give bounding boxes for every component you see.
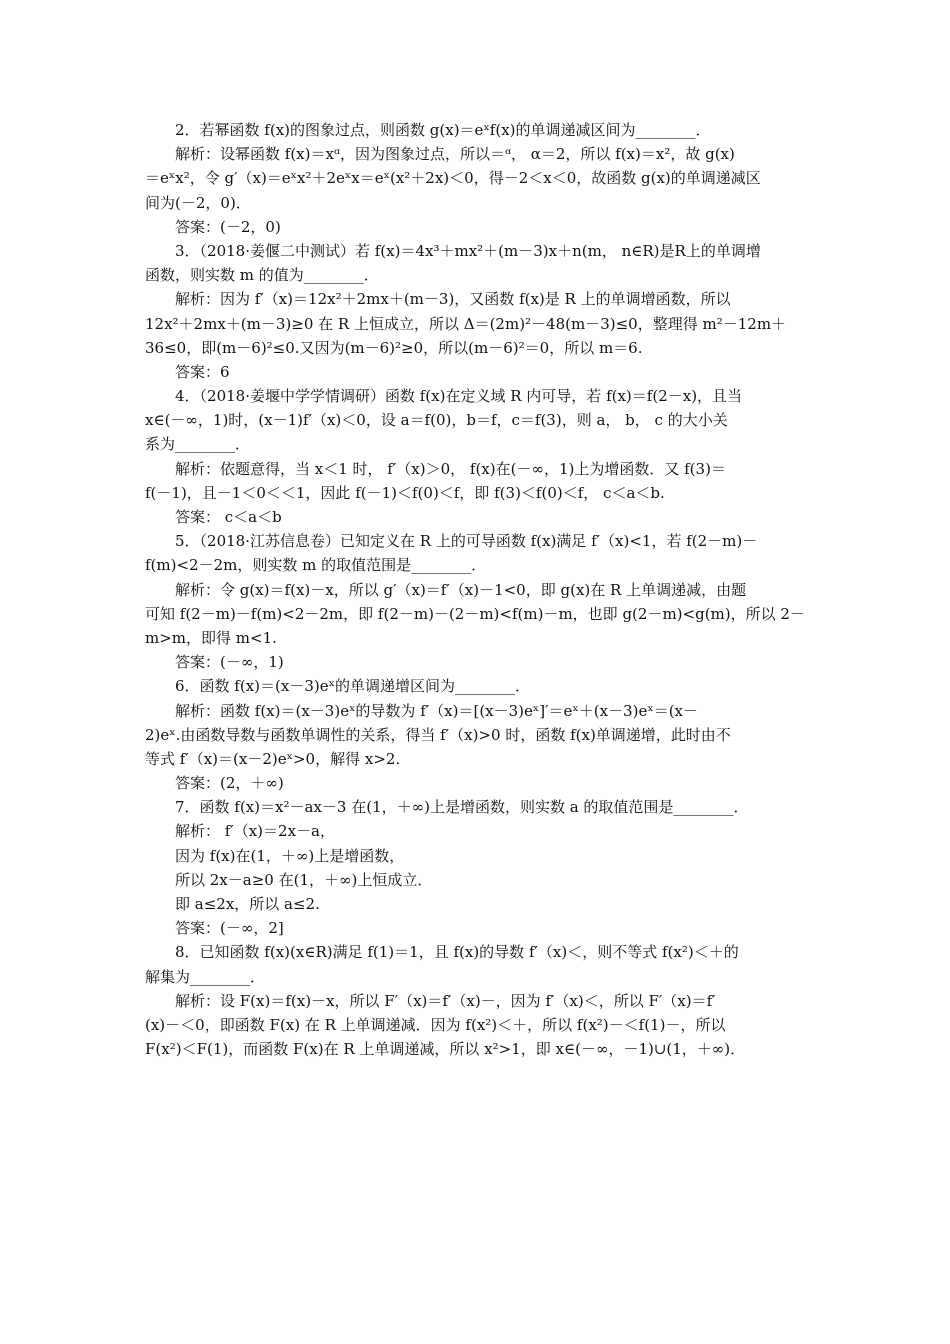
text-line: 解析：令 g(x)＝f(x)－x，所以 g′（x)＝f′（x)－1<0，即 g(x)在 R 上单调递减，由题	[175, 580, 747, 599]
text-line: 6．函数 f(x)＝(x－3)eˣ的单调递增区间为________．	[175, 677, 530, 696]
text-line: 36≤0，即(m－6)²≤0.又因为(m－6)²≥0，所以(m－6)²＝0，所以 m＝6.	[145, 338, 643, 357]
text-line: (x)－＜0，即函数 F(x) 在 R 上单调递减．因为 f(x²)＜＋，所以 f(x²)－＜f(1)－，所以	[145, 1015, 726, 1034]
text-line: 2．若幂函数 f(x)的图象过点，则函数 g(x)＝eˣf(x)的单调递减区间为________．	[175, 121, 711, 139]
text-line: 4．（2018·姜堰中学学情调研）函数 f(x)在定义域 R 内可导，若 f(x)＝f(2－x)，且当	[175, 387, 743, 406]
text-line: 5．（2018·江苏信息卷）已知定义在 R 上的可导函数 f(x)满足 f′（x)<1，若 f(2－m)－	[175, 532, 758, 551]
text-line: 解析：因为 f′（x)＝12x²＋2mx＋(m－3)，又函数 f(x)是 R 上的单调增函数，所以	[175, 290, 731, 309]
text-line: 所以 2x－a≥0 在(1，＋∞)上恒成立．	[175, 870, 433, 889]
text-line: F(x²)＜F(1)，而函数 F(x)在 R 上单调递减，所以 x²>1，即 x∈(－∞，－1)∪(1，＋∞)．	[145, 1040, 746, 1059]
text-line: 可知 f(2－m)－f(m)<2－2m，即 f(2－m)－(2－m)<f(m)－m，也即 g(2－m)<g(m)，所以 2－	[145, 604, 805, 623]
text-line: 8．已知函数 f(x)(x∈R)满足 f(1)＝1，且 f(x)的导数 f′（x)＜，则不等式 f(x²)＜＋的	[175, 943, 739, 962]
text-line: 等式 f′（x)＝(x－2)eˣ>0，解得 x>2.	[145, 749, 401, 768]
text-line: 答案：(－∞，1)	[175, 653, 284, 672]
text-line: 解析：依题意得，当 x＜1 时， f′（x)＞0， f(x)在(－∞，1)上为增函数．又 f(3)＝	[175, 459, 726, 478]
text-line: f(－1)，且－1＜0＜＜1，因此 f(－1)＜f(0)＜f，即 f(3)＜f(0)＜f， c＜a＜b.	[145, 483, 665, 502]
text-line: 即 a≤2x，所以 a≤2.	[175, 895, 320, 913]
text-line: f(m)<2－2m，则实数 m 的取值范围是________．	[145, 556, 487, 575]
text-line: 解析： f′（x)＝2x－a，	[175, 822, 335, 841]
document-page	[145, 118, 810, 1061]
text-line: m>m，即得 m<1.	[145, 628, 277, 647]
text-line: 解析：函数 f(x)＝(x－3)eˣ的导数为 f′（x)＝[(x－3)eˣ]′＝eˣ＋(x－3)eˣ＝(x－	[175, 701, 699, 720]
text-line: 解析：设幂函数 f(x)＝xᵅ，因为图象过点，所以＝ᵅ， α＝2，所以 f(x)＝x²，故 g(x)	[175, 145, 735, 164]
text-line: 因为 f(x)在(1，＋∞)上是增函数，	[175, 846, 405, 865]
text-line: 间为(－2，0)．	[145, 193, 251, 212]
text-line: 解析：设 F(x)＝f(x)－x，所以 F′（x)＝f′（x)－，因为 f′（x)＜，所以 F′（x)＝f′	[175, 991, 716, 1010]
text-line: 2)eˣ.由函数导数与函数单调性的关系，得当 f′（x)>0 时，函数 f(x)单调递增，此时由不	[145, 725, 731, 744]
text-line: 系为________．	[145, 435, 251, 454]
text-line: 答案：(2，＋∞)	[175, 774, 284, 793]
text-line: x∈(－∞，1)时，(x－1)f′（x)＜0，设 a＝f(0)，b＝f，c＝f(3)，则 a， b， c 的大小关	[145, 411, 728, 430]
text-line: 函数，则实数 m 的值为________．	[145, 266, 379, 285]
text-line: 3．（2018·姜偃二中测试）若 f(x)＝4x³＋mx²＋(m－3)x＋n(m， n∈R)是R上的单调增	[175, 241, 761, 260]
text-line: 答案：(－2，0)	[175, 217, 281, 236]
text-line: 答案：(－∞，2]	[175, 919, 284, 938]
text-line: 答案：6	[175, 362, 230, 381]
text-line: 7．函数 f(x)＝x²－ax－3 在(1，＋∞)上是增函数，则实数 a 的取值范围是________．	[175, 798, 749, 817]
text-line: ＝eˣx²，令 g′（x)＝eˣx²＋2eˣx＝eˣ(x²＋2x)＜0，得－2＜x＜0，故函数 g(x)的单调递减区	[145, 169, 761, 188]
text-line: 12x²＋2mx＋(m－3)≥0 在 R 上恒成立，所以 Δ＝(2m)²－48(m－3)≤0，整理得 m²－12m＋	[145, 314, 787, 333]
text-line: 答案： c＜a＜b	[175, 508, 282, 526]
text-line: 解集为________．	[145, 967, 266, 986]
